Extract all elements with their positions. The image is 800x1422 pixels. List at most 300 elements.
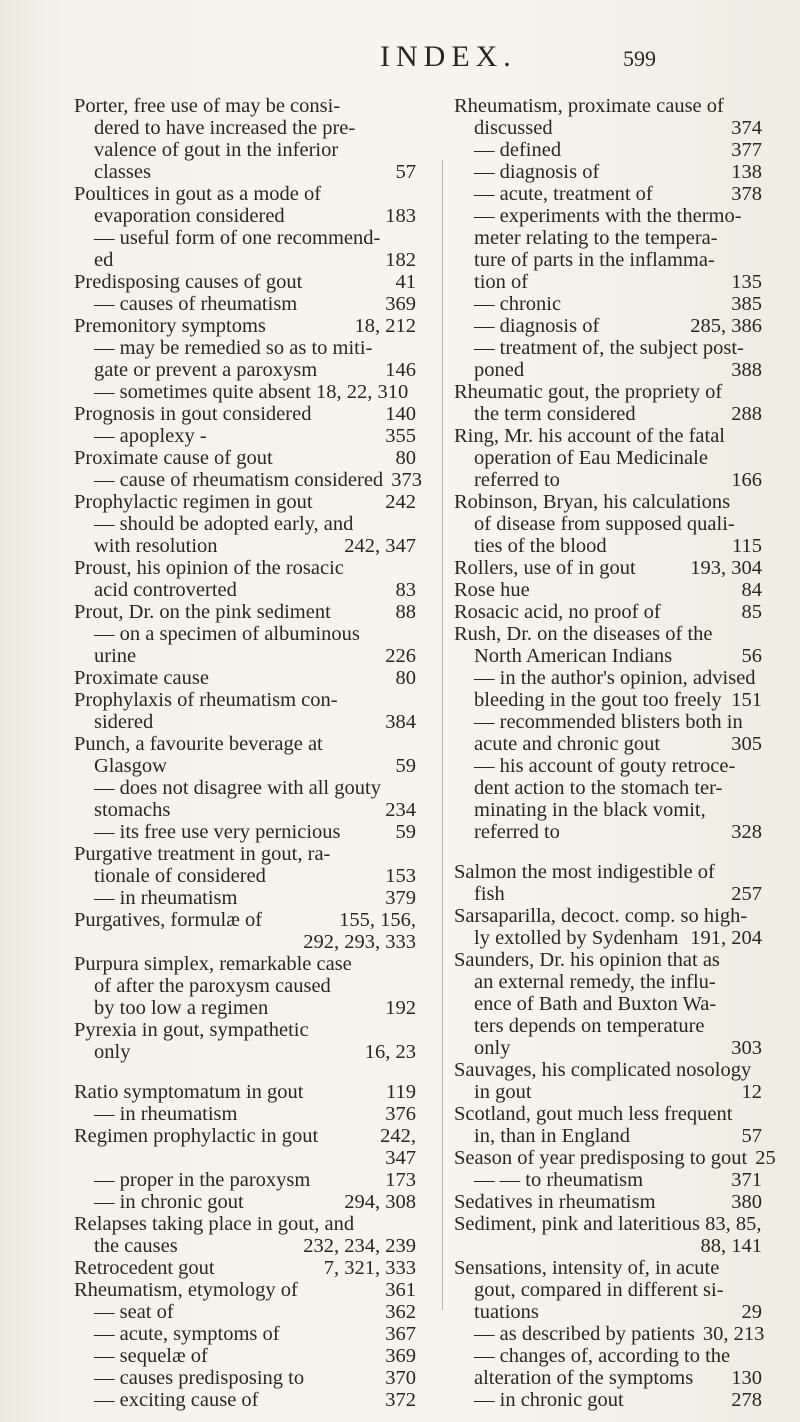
index-entry <box>74 843 416 887</box>
index-line <box>74 711 416 733</box>
entry-text: with resolution <box>94 535 218 557</box>
entry-text: — useful form of one recommend- <box>94 227 381 249</box>
entry-text: of after the paroxysm caused <box>94 975 331 997</box>
page-reference: 242 <box>385 491 416 513</box>
page-reference: 80 <box>395 447 416 469</box>
entry-text: Predisposing causes of gout <box>74 271 303 293</box>
index-line <box>454 447 762 469</box>
index-line <box>74 1081 416 1103</box>
index-line <box>454 689 762 711</box>
index-line <box>454 1235 762 1257</box>
entry-text: — recommended blisters both in <box>474 711 743 733</box>
page-reference: 373 <box>391 469 422 491</box>
index-entry <box>74 1279 416 1301</box>
entry-text: Sauvages, his complicated nosology <box>454 1059 752 1081</box>
index-line <box>74 909 416 931</box>
index-line <box>454 1389 762 1411</box>
entry-text: Purpura simplex, remarkable case <box>74 953 352 975</box>
entry-text: acute and chronic gout <box>474 733 661 755</box>
page-reference: 242, 347 <box>344 535 416 557</box>
page-reference: 83 <box>395 579 416 601</box>
page-reference: 88, 141 <box>700 1235 762 1257</box>
index-entry <box>454 1059 762 1103</box>
entry-text: Rollers, use of in gout <box>454 557 636 579</box>
entry-text: Regimen prophylactic in gout <box>74 1125 319 1147</box>
index-entry <box>454 755 762 843</box>
index-entry <box>454 601 762 623</box>
index-line <box>74 865 416 887</box>
index-entry <box>74 887 416 909</box>
index-line <box>74 535 416 557</box>
index-line <box>454 579 762 601</box>
entry-text: only <box>94 1041 131 1063</box>
index-entry <box>74 623 416 667</box>
index-line <box>454 927 762 949</box>
index-line <box>454 733 762 755</box>
entry-text: Season of year predisposing to gout <box>454 1147 748 1169</box>
index-entry <box>74 689 416 733</box>
entry-text: Sensations, intensity of, in acute <box>454 1257 720 1279</box>
entry-text: in gout <box>474 1081 532 1103</box>
index-line <box>74 1389 416 1411</box>
page-reference: 80 <box>395 667 416 689</box>
entry-text: an external remedy, the influ- <box>474 971 716 993</box>
index-line <box>454 1125 762 1147</box>
entry-text: the term considered <box>474 403 636 425</box>
index-entry <box>454 1147 776 1169</box>
entry-text: Rheumatism, proximate cause of <box>454 95 724 117</box>
index-entry <box>74 909 416 953</box>
entry-text: ters depends on temperature <box>474 1015 705 1037</box>
index-entry <box>74 447 416 469</box>
index-entry <box>454 905 762 949</box>
page-reference: 119 <box>386 1081 416 1103</box>
index-line <box>454 381 762 403</box>
index-line <box>454 1279 762 1301</box>
page-reference: 192 <box>385 997 416 1019</box>
page-reference: 85 <box>741 601 762 623</box>
entry-text: Rose hue <box>454 579 530 601</box>
index-line <box>454 95 762 117</box>
page-reference: 84 <box>741 579 762 601</box>
index-line <box>74 887 416 909</box>
entry-text: Prophylaxis of rheumatism con- <box>74 689 338 711</box>
index-line <box>74 1125 416 1147</box>
index-line <box>454 1323 765 1345</box>
index-line <box>74 403 416 425</box>
letter-section-gap <box>74 1063 416 1081</box>
entry-text: poned <box>474 359 525 381</box>
index-line <box>74 799 416 821</box>
entry-text: ly extolled by Sydenham <box>474 927 679 949</box>
entry-text: Scotland, gout much less frequent <box>454 1103 733 1125</box>
entry-text: — in rheumatism <box>94 887 238 909</box>
page-reference: 25 <box>755 1147 776 1169</box>
index-line <box>74 843 416 865</box>
entry-text: tionale of considered <box>94 865 266 887</box>
index-entry <box>74 1257 416 1279</box>
page-number: 599 <box>623 46 656 71</box>
page-reference: 166 <box>731 469 762 491</box>
page-reference: 146 <box>385 359 416 381</box>
page-reference: 12 <box>741 1081 762 1103</box>
index-entry <box>454 557 762 579</box>
index-entry <box>74 183 416 227</box>
index-entry <box>454 293 762 315</box>
index-line <box>74 95 416 117</box>
entry-text: — chronic <box>474 293 562 315</box>
index-entry <box>74 1389 416 1411</box>
entry-text: Prophylactic regimen in gout <box>74 491 313 513</box>
index-line <box>454 1301 762 1323</box>
page-reference: 369 <box>385 293 416 315</box>
entry-text: Rosacic acid, no proof of <box>454 601 661 623</box>
index-entry <box>74 1169 416 1191</box>
index-entry <box>74 953 416 1019</box>
entry-text: minating in the black vomit, <box>474 799 706 821</box>
entry-text: Proximate cause of gout <box>74 447 273 469</box>
entry-text: ence of Bath and Buxton Wa- <box>474 993 717 1015</box>
entry-text: stomachs <box>94 799 171 821</box>
index-line <box>454 227 762 249</box>
page-reference: 151 <box>731 689 762 711</box>
index-line <box>454 1081 762 1103</box>
index-line <box>454 1103 762 1125</box>
entry-text: ed <box>94 249 114 271</box>
entry-text: — acute, treatment of <box>474 183 653 205</box>
entry-text: Glasgow <box>94 755 167 777</box>
entry-text: acid controverted <box>94 579 237 601</box>
entry-text: valence of gout in the inferior <box>94 139 339 161</box>
page-reference: 355 <box>385 425 416 447</box>
page-reference: 191, 204 <box>690 927 762 949</box>
page-reference: 294, 308 <box>344 1191 416 1213</box>
entry-text: — changes of, according to the <box>474 1345 731 1367</box>
entry-text: sidered <box>94 711 154 733</box>
page-reference: 130 <box>731 1367 762 1389</box>
index-line <box>454 971 762 993</box>
page-reference: 305 <box>731 733 762 755</box>
index-entry <box>74 469 422 491</box>
index-line <box>74 1169 416 1191</box>
index-line <box>454 601 762 623</box>
page-reference: 369 <box>385 1345 416 1367</box>
entry-text: — proper in the paroxysm <box>94 1169 311 1191</box>
index-line <box>454 183 762 205</box>
index-line <box>454 1169 762 1191</box>
index-line <box>454 271 762 293</box>
entry-text: — should be adopted early, and <box>94 513 354 535</box>
index-line <box>454 161 762 183</box>
index-line <box>74 777 416 799</box>
entry-text: Pyrexia in gout, sympathetic <box>74 1019 309 1041</box>
page-reference: 182 <box>385 249 416 271</box>
index-entry <box>74 1213 416 1257</box>
page-reference: 57 <box>395 161 416 183</box>
index-entry <box>454 861 762 905</box>
index-line <box>454 293 762 315</box>
entry-text: Rush, Dr. on the diseases of the <box>454 623 713 645</box>
page-reference: 226 <box>385 645 416 667</box>
entry-text: Retrocedent gout <box>74 1257 215 1279</box>
page-reference: 135 <box>731 271 762 293</box>
index-line <box>454 711 762 733</box>
page-reference: 41 <box>395 271 416 293</box>
index-line <box>454 905 762 927</box>
page-reference: 370 <box>385 1367 416 1389</box>
index-line <box>74 337 416 359</box>
index-line <box>454 667 762 689</box>
index-line <box>74 271 416 293</box>
page-reference: 232, 234, 239 <box>303 1235 416 1257</box>
index-line <box>74 1279 416 1301</box>
page-reference: 29 <box>741 1301 762 1323</box>
entry-text: tion of <box>474 271 529 293</box>
index-entry <box>74 271 416 293</box>
entry-text: — in chronic gout <box>94 1191 244 1213</box>
index-line <box>454 205 762 227</box>
entry-text: North American Indians <box>474 645 673 667</box>
index-entry <box>454 1213 762 1257</box>
index-entry <box>454 1323 765 1345</box>
entry-text: referred to <box>474 469 560 491</box>
index-line <box>454 1037 762 1059</box>
index-line <box>74 447 416 469</box>
index-line <box>74 469 422 491</box>
entry-text: — sequelæ of <box>94 1345 208 1367</box>
entry-text: Premonitory symptoms <box>74 315 266 337</box>
index-entry <box>74 1367 416 1389</box>
entry-text: ture of parts in the inflamma- <box>474 249 715 271</box>
index-entry <box>74 1191 416 1213</box>
page-reference: 173 <box>385 1169 416 1191</box>
entry-text: evaporation considered <box>94 205 285 227</box>
page-reference: 7, 321, 333 <box>323 1257 416 1279</box>
index-entry <box>74 227 416 271</box>
index-line <box>454 249 762 271</box>
page-reference: 347 <box>385 1147 416 1169</box>
index-line <box>74 1257 416 1279</box>
entry-text: Rheumatism, etymology of <box>74 1279 298 1301</box>
page-reference: 234 <box>385 799 416 821</box>
entry-text: — experiments with the thermo- <box>474 205 742 227</box>
page-reference: 257 <box>731 883 762 905</box>
entry-text: discussed <box>474 117 553 139</box>
page-reference: 385 <box>731 293 762 315</box>
index-entry <box>74 513 416 557</box>
index-entry <box>454 95 762 139</box>
page-reference: 292, 293, 333 <box>303 931 416 953</box>
page-reference: 16, 23 <box>364 1041 416 1063</box>
index-line <box>454 993 762 1015</box>
index-entry <box>74 821 416 843</box>
index-line <box>74 1041 416 1063</box>
page-reference: 384 <box>385 711 416 733</box>
entry-text: Saunders, Dr. his opinion that as <box>454 949 720 971</box>
index-line <box>74 513 416 535</box>
index-line <box>74 689 416 711</box>
index-entry <box>74 1323 416 1345</box>
entry-text: gout, compared in different si- <box>474 1279 724 1301</box>
index-line <box>74 557 416 579</box>
index-line <box>74 1147 416 1169</box>
index-entry <box>74 1125 416 1169</box>
entry-text: — exciting cause of <box>94 1389 259 1411</box>
page-reference: 379 <box>385 887 416 909</box>
index-line <box>74 733 416 755</box>
index-line <box>74 821 416 843</box>
index-entry <box>74 667 416 689</box>
index-line <box>74 359 416 381</box>
entry-text: Sediment, pink and lateritious 83, 85, <box>454 1213 762 1235</box>
index-entry <box>454 337 762 381</box>
page-reference: 59 <box>395 821 416 843</box>
page-reference: 155, 156, <box>339 909 416 931</box>
entry-text: Purgatives, formulæ of <box>74 909 263 931</box>
entry-text: Poultices in gout as a mode of <box>74 183 322 205</box>
index-line <box>74 1191 416 1213</box>
index-line <box>74 579 416 601</box>
entry-text: — as described by patients <box>474 1323 695 1345</box>
index-line <box>74 381 416 403</box>
entry-text: — cause of rheumatism considered <box>94 469 384 491</box>
entry-text: dent action to the stomach ter- <box>474 777 723 799</box>
entry-text: tuations <box>474 1301 539 1323</box>
entry-text: — in rheumatism <box>94 1103 238 1125</box>
index-entry <box>74 1301 416 1323</box>
index-entry <box>454 315 762 337</box>
index-entry <box>74 381 416 403</box>
index-line <box>74 117 416 139</box>
index-line <box>454 491 762 513</box>
entry-text: Proximate cause <box>74 667 209 689</box>
index-line <box>74 645 416 667</box>
entry-text: Sedatives in rheumatism <box>454 1191 656 1213</box>
index-line <box>454 1345 762 1367</box>
index-entry <box>454 579 762 601</box>
page-reference: 388 <box>731 359 762 381</box>
index-entry <box>454 949 762 1059</box>
index-line <box>454 1015 762 1037</box>
index-line <box>74 1345 416 1367</box>
index-line <box>454 949 762 971</box>
index-line <box>74 425 416 447</box>
index-entry <box>454 425 762 491</box>
index-line <box>454 425 762 447</box>
index-entry <box>74 425 416 447</box>
index-line <box>454 883 762 905</box>
entry-text: — diagnosis of <box>474 161 600 183</box>
index-line <box>74 601 416 623</box>
page-reference: 372 <box>385 1389 416 1411</box>
entry-text: only <box>474 1037 511 1059</box>
index-line <box>74 755 416 777</box>
entry-text: — causes predisposing to <box>94 1367 305 1389</box>
page-reference: 376 <box>385 1103 416 1125</box>
index-line <box>74 1235 416 1257</box>
entry-text: by too low a regimen <box>94 997 269 1019</box>
entry-text: — in chronic gout <box>474 1389 624 1411</box>
index-line <box>74 1323 416 1345</box>
page-header <box>0 40 800 80</box>
index-line <box>454 535 762 557</box>
index-line <box>454 799 762 821</box>
index-entry <box>74 777 416 821</box>
entry-text: — defined <box>474 139 562 161</box>
index-line <box>74 1213 416 1235</box>
index-line <box>74 315 416 337</box>
page-reference: 193, 304 <box>690 557 762 579</box>
index-line <box>454 821 762 843</box>
index-entry <box>74 491 416 513</box>
page-reference: 328 <box>731 821 762 843</box>
index-entry <box>454 1191 762 1213</box>
index-line <box>454 403 762 425</box>
index-entry <box>74 315 416 337</box>
entry-text: — sometimes quite absent 18, 22, 310 <box>94 381 409 403</box>
page-reference: 278 <box>731 1389 762 1411</box>
index-line <box>454 513 762 535</box>
index-entry <box>454 623 762 667</box>
page-reference: 30, 213 <box>702 1323 765 1345</box>
index-entry <box>454 711 762 755</box>
index-line <box>454 1367 762 1389</box>
index-entry <box>74 733 416 777</box>
index-entry <box>454 491 762 557</box>
entry-text: Ratio symptomatum in gout <box>74 1081 304 1103</box>
page-reference: 153 <box>385 865 416 887</box>
index-line <box>74 975 416 997</box>
letter-section-gap <box>454 843 762 861</box>
page-reference: 288 <box>731 403 762 425</box>
index-entry <box>454 1345 762 1389</box>
page-reference: 374 <box>731 117 762 139</box>
entry-text: — apoplexy - <box>94 425 207 447</box>
entry-text: — seat of <box>94 1301 174 1323</box>
right-index-column <box>454 95 776 1411</box>
index-line <box>454 117 762 139</box>
entry-text: Rheumatic gout, the propriety of <box>454 381 723 403</box>
page-reference: 183 <box>385 205 416 227</box>
entry-text: bleeding in the gout too freely <box>474 689 722 711</box>
page-reference: 380 <box>731 1191 762 1213</box>
entry-text: in, than in England <box>474 1125 631 1147</box>
entry-text: — in the author's opinion, advised <box>474 667 756 689</box>
entry-text: — diagnosis of <box>474 315 600 337</box>
entry-text: dered to have increased the pre- <box>94 117 356 139</box>
index-entry <box>74 557 416 601</box>
index-line <box>454 645 762 667</box>
entry-text: — — to rheumatism <box>474 1169 644 1191</box>
index-line <box>454 861 762 883</box>
index-entry <box>454 667 762 711</box>
entry-text: Salmon the most indigestible of <box>454 861 715 883</box>
page-reference: 378 <box>731 183 762 205</box>
index-entry <box>74 293 416 315</box>
entry-text: Ring, Mr. his account of the fatal <box>454 425 725 447</box>
entry-text: gate or prevent a paroxysm <box>94 359 318 381</box>
index-entry <box>454 161 762 183</box>
index-line <box>74 161 416 183</box>
entry-text: — on a specimen of albuminous <box>94 623 360 645</box>
entry-text: — may be remedied so as to miti- <box>94 337 373 359</box>
entry-text: operation of Eau Medicinale <box>474 447 708 469</box>
page-reference: 138 <box>731 161 762 183</box>
page-reference: 371 <box>731 1169 762 1191</box>
index-entry <box>74 95 416 183</box>
index-line <box>74 205 416 227</box>
page-reference: 56 <box>741 645 762 667</box>
